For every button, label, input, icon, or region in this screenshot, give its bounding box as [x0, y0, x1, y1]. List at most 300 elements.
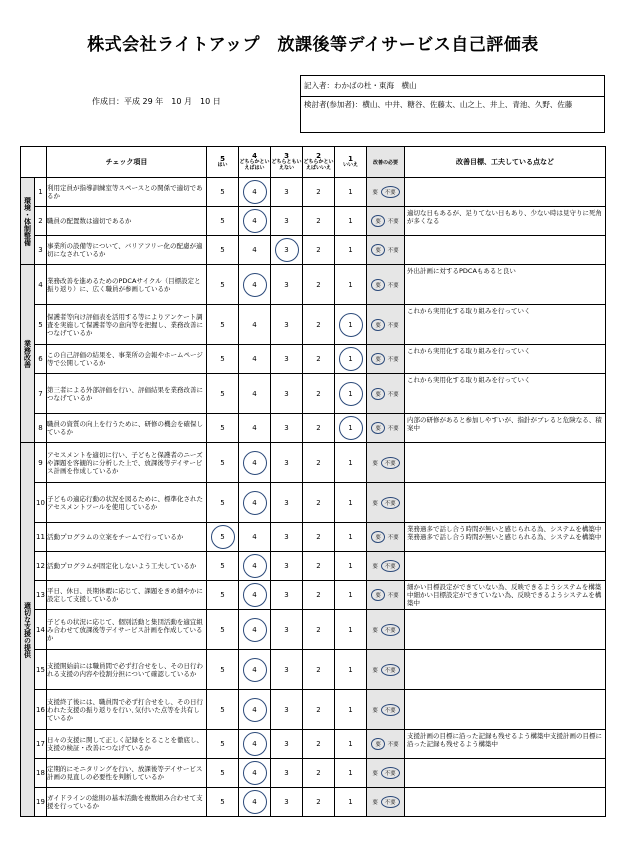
score-option: 4	[252, 320, 257, 329]
selected-score: 3	[275, 238, 299, 262]
score-cell[interactable]	[303, 265, 335, 305]
score-cell[interactable]	[271, 690, 303, 730]
check-item-text: 子どもの適応行動の状況を図るために、標準化されたアセスメントツールを使用しているか	[47, 483, 207, 523]
score-option: 2	[316, 533, 321, 541]
table-row	[21, 581, 606, 610]
table-row	[21, 690, 606, 730]
improvement-note: これから実用化する取り組みを行っていく	[405, 374, 606, 414]
table-row	[21, 414, 606, 443]
score-cell[interactable]	[335, 650, 367, 690]
score-cell[interactable]	[239, 265, 271, 305]
need-no-option: 不要	[387, 742, 399, 748]
improvement-need-cell[interactable]	[367, 788, 405, 817]
score-option: 1	[348, 188, 353, 196]
score-option: 3	[284, 424, 289, 432]
need-yes-option: 要	[371, 589, 385, 601]
score-cell[interactable]	[303, 610, 335, 650]
score-option: 2	[316, 740, 321, 748]
score-option: 3	[284, 562, 289, 570]
need-yes-option: 要	[371, 279, 385, 291]
score-option: 3	[284, 355, 289, 363]
score-option: 5	[220, 740, 225, 748]
author-info-box	[300, 75, 605, 133]
score-option: 1	[348, 498, 353, 507]
score-cell[interactable]	[335, 759, 367, 788]
score-option: 2	[316, 562, 321, 570]
score-cell[interactable]	[239, 788, 271, 817]
row-number: 12	[35, 552, 47, 581]
score-cell[interactable]	[335, 610, 367, 650]
improvement-need-cell[interactable]	[367, 305, 405, 345]
check-item-text: 活動プログラムの立案をチームで行っているか	[47, 523, 207, 552]
header-scale-3: 3 どちらともいえない	[271, 147, 303, 178]
need-yes-option: 要	[372, 627, 378, 634]
score-cell[interactable]	[335, 523, 367, 552]
improvement-note: 内部の研修があると参加しやすいが、指針がブレると危険なる、積案中	[405, 414, 606, 443]
improvement-note	[405, 552, 606, 581]
improvement-need-cell[interactable]	[367, 414, 405, 443]
row-number: 11	[35, 523, 47, 552]
score-cell[interactable]	[303, 443, 335, 483]
need-no-option: 不要	[381, 560, 400, 572]
improvement-note: 外出計画に対するPDCAもあると良い	[405, 265, 606, 305]
improvement-note	[405, 610, 606, 650]
selected-score: 4	[243, 790, 267, 814]
score-option: 5	[220, 769, 225, 777]
score-cell[interactable]	[271, 730, 303, 759]
score-cell[interactable]	[271, 610, 303, 650]
score-option: 5	[220, 705, 225, 714]
selected-score: 4	[243, 732, 267, 756]
score-option: 1	[348, 705, 353, 714]
check-item-text: 業務改善を進めるためのPDCAサイクル（目標設定と振り返り）に、広く職員が参画しているか	[47, 265, 207, 305]
score-cell[interactable]	[335, 374, 367, 414]
row-number: 8	[35, 414, 47, 443]
improvement-need-cell[interactable]	[367, 552, 405, 581]
selected-score: 4	[243, 583, 267, 607]
score-cell[interactable]	[303, 650, 335, 690]
score-option: 2	[316, 217, 321, 225]
score-cell[interactable]	[207, 610, 239, 650]
improvement-note	[405, 788, 606, 817]
need-no-option: 不要	[381, 624, 400, 636]
score-option: 1	[348, 798, 353, 806]
score-option: 1	[348, 246, 353, 254]
need-yes-option: 要	[371, 738, 385, 750]
table-row	[21, 788, 606, 817]
score-cell[interactable]	[271, 759, 303, 788]
improvement-note: これから実用化する取り組みを行っていく	[405, 345, 606, 374]
score-cell[interactable]	[271, 345, 303, 374]
score-cell[interactable]	[335, 730, 367, 759]
score-cell[interactable]	[303, 414, 335, 443]
score-cell[interactable]	[335, 305, 367, 345]
need-yes-option: 要	[372, 667, 378, 674]
header-scale-2: 2 どちらかといえばいいえ	[303, 147, 335, 178]
score-cell[interactable]	[303, 178, 335, 207]
score-cell[interactable]	[271, 552, 303, 581]
improvement-need-cell[interactable]	[367, 759, 405, 788]
selected-score: 4	[243, 554, 267, 578]
score-option: 1	[348, 562, 353, 570]
need-yes-option: 要	[372, 800, 378, 806]
score-option: 1	[348, 458, 353, 467]
table-row	[21, 552, 606, 581]
table-row	[21, 759, 606, 788]
need-yes-option: 要	[372, 500, 378, 507]
score-cell[interactable]	[303, 581, 335, 610]
score-cell[interactable]	[303, 483, 335, 523]
need-yes-option: 要	[372, 190, 378, 196]
score-cell[interactable]	[271, 236, 303, 265]
score-option: 4	[252, 389, 257, 398]
need-yes-option: 要	[372, 771, 378, 777]
improvement-note	[405, 236, 606, 265]
score-cell[interactable]	[335, 690, 367, 730]
selected-score: 4	[243, 491, 267, 515]
score-cell[interactable]	[271, 178, 303, 207]
need-no-option: 不要	[387, 282, 399, 289]
need-yes-option: 要	[371, 244, 385, 256]
need-yes-option: 要	[372, 707, 378, 714]
improvement-need-cell[interactable]	[367, 207, 405, 236]
score-cell[interactable]	[303, 207, 335, 236]
improvement-need-cell[interactable]	[367, 581, 405, 610]
score-option: 3	[284, 217, 289, 225]
improvement-need-cell[interactable]	[367, 610, 405, 650]
row-number: 6	[35, 345, 47, 374]
need-no-option: 不要	[387, 322, 399, 329]
score-cell[interactable]	[239, 730, 271, 759]
need-no-option: 不要	[381, 457, 400, 469]
score-cell[interactable]	[239, 443, 271, 483]
score-cell[interactable]	[335, 443, 367, 483]
score-cell[interactable]	[207, 581, 239, 610]
need-yes-option: 要	[372, 564, 378, 570]
header-scale-4: 4 どちらかといえばはい	[239, 147, 271, 178]
score-cell[interactable]	[207, 374, 239, 414]
score-cell[interactable]	[271, 265, 303, 305]
row-number: 9	[35, 443, 47, 483]
score-option: 2	[316, 280, 321, 289]
improvement-need-cell[interactable]	[367, 690, 405, 730]
check-item-text: 子どもの状況に応じて、個別活動と集団活動を適宜組み合わせて放課後等デイサービス計画を作成しているか	[47, 610, 207, 650]
score-cell[interactable]	[239, 610, 271, 650]
score-cell[interactable]	[303, 345, 335, 374]
score-option: 2	[316, 591, 321, 599]
selected-score: 5	[211, 525, 235, 549]
check-item-text: 活動プログラムが固定化しないよう工夫しているか	[47, 552, 207, 581]
improvement-note: 細かい目標設定ができていない為、反映できるようシステムを構築中細かい目標設定ができていない為、反映できるようシステムを構築中	[405, 581, 606, 610]
score-option: 2	[316, 355, 321, 363]
score-cell[interactable]	[239, 552, 271, 581]
score-option: 3	[284, 625, 289, 634]
score-option: 5	[220, 665, 225, 674]
score-option: 4	[252, 355, 257, 363]
score-cell[interactable]	[207, 207, 239, 236]
score-cell[interactable]	[207, 759, 239, 788]
score-option: 3	[284, 458, 289, 467]
score-option: 5	[220, 188, 225, 196]
need-no-option: 不要	[387, 535, 399, 541]
score-cell[interactable]	[335, 414, 367, 443]
score-cell[interactable]	[239, 690, 271, 730]
score-option: 3	[284, 498, 289, 507]
need-no-option: 不要	[381, 767, 400, 779]
score-cell[interactable]	[335, 207, 367, 236]
score-option: 2	[316, 798, 321, 806]
score-cell[interactable]	[239, 759, 271, 788]
need-yes-option: 要	[371, 215, 385, 227]
score-option: 2	[316, 246, 321, 254]
selected-score: 4	[243, 761, 267, 785]
row-number: 17	[35, 730, 47, 759]
score-cell[interactable]	[207, 650, 239, 690]
score-cell[interactable]	[207, 443, 239, 483]
score-cell[interactable]	[335, 345, 367, 374]
check-item-text: 定期的にモニタリングを行い、放課後等デイサービス計画の見直しの必要性を判断しているか	[47, 759, 207, 788]
score-cell[interactable]	[207, 730, 239, 759]
table-row	[21, 207, 606, 236]
selected-score: 1	[339, 416, 363, 440]
score-option: 1	[348, 280, 353, 289]
score-cell[interactable]	[207, 483, 239, 523]
need-no-option: 不要	[387, 426, 399, 432]
score-cell[interactable]	[207, 552, 239, 581]
score-cell[interactable]	[207, 265, 239, 305]
check-item-text: 第三者による外部評価を行い、評価結果を業務改善につなげているか	[47, 374, 207, 414]
score-cell[interactable]	[335, 788, 367, 817]
score-option: 2	[316, 389, 321, 398]
improvement-note	[405, 759, 606, 788]
selected-score: 1	[339, 347, 363, 371]
score-option: 1	[348, 533, 353, 541]
score-option: 2	[316, 625, 321, 634]
row-number: 14	[35, 610, 47, 650]
check-item-text: アセスメントを適切に行い、子どもと保護者のニーズや課題を客観的に分析した上で、放課後等デイサービス計画を作成しているか	[47, 443, 207, 483]
improvement-note	[405, 178, 606, 207]
need-yes-option: 要	[371, 422, 385, 434]
recorder-field: 記入者：わかばの杜・東海 横山	[301, 76, 604, 97]
score-cell[interactable]	[207, 788, 239, 817]
score-cell[interactable]	[335, 265, 367, 305]
improvement-need-cell[interactable]	[367, 265, 405, 305]
row-number: 15	[35, 650, 47, 690]
check-item-text: 日々の支援に関して正しく記録をとることを徹底し、支援の検証・改善につなげているか	[47, 730, 207, 759]
score-option: 2	[316, 320, 321, 329]
score-cell[interactable]	[335, 581, 367, 610]
score-option: 3	[284, 533, 289, 541]
score-option: 5	[220, 424, 225, 432]
score-cell[interactable]	[271, 443, 303, 483]
row-number: 18	[35, 759, 47, 788]
row-number: 7	[35, 374, 47, 414]
score-cell[interactable]	[239, 414, 271, 443]
score-cell[interactable]	[303, 236, 335, 265]
improvement-note	[405, 690, 606, 730]
score-option: 2	[316, 769, 321, 777]
score-option: 5	[220, 798, 225, 806]
score-cell[interactable]	[207, 345, 239, 374]
table-row	[21, 236, 606, 265]
score-cell[interactable]	[303, 374, 335, 414]
score-cell[interactable]	[303, 759, 335, 788]
row-number: 2	[35, 207, 47, 236]
score-option: 1	[348, 591, 353, 599]
table-row	[21, 523, 606, 552]
score-option: 2	[316, 665, 321, 674]
score-option: 3	[284, 320, 289, 329]
row-number: 13	[35, 581, 47, 610]
header-improvement-need: 改善の必要	[367, 147, 405, 178]
score-cell[interactable]	[271, 483, 303, 523]
score-option: 2	[316, 188, 321, 196]
selected-score: 4	[243, 698, 267, 722]
improvement-note	[405, 443, 606, 483]
score-cell[interactable]	[303, 730, 335, 759]
improvement-need-cell[interactable]	[367, 730, 405, 759]
score-cell[interactable]	[303, 552, 335, 581]
improvement-note	[405, 650, 606, 690]
table-row	[21, 730, 606, 759]
score-option: 5	[220, 625, 225, 634]
score-cell[interactable]	[271, 650, 303, 690]
score-cell[interactable]	[335, 552, 367, 581]
selected-score: 4	[243, 658, 267, 682]
score-cell[interactable]	[207, 178, 239, 207]
score-cell[interactable]	[239, 207, 271, 236]
score-cell[interactable]	[239, 178, 271, 207]
score-cell[interactable]	[335, 483, 367, 523]
table-row	[21, 265, 606, 305]
selected-score: 4	[243, 273, 267, 297]
check-item-text: 職員の資質の向上を行うために、研修の機会を確保しているか	[47, 414, 207, 443]
score-cell[interactable]	[271, 305, 303, 345]
score-cell[interactable]	[303, 788, 335, 817]
score-option: 5	[220, 498, 225, 507]
table-row	[21, 374, 606, 414]
table-row	[21, 610, 606, 650]
score-cell[interactable]	[239, 650, 271, 690]
evaluation-table	[20, 146, 606, 817]
table-row	[21, 483, 606, 523]
score-cell[interactable]	[239, 305, 271, 345]
score-cell[interactable]	[271, 374, 303, 414]
row-number: 4	[35, 265, 47, 305]
improvement-note	[405, 483, 606, 523]
header-scale-5: 5 はい	[207, 147, 239, 178]
score-option: 3	[284, 389, 289, 398]
score-option: 4	[252, 246, 257, 254]
score-option: 5	[220, 458, 225, 467]
score-option: 3	[284, 769, 289, 777]
score-cell[interactable]	[303, 523, 335, 552]
score-cell[interactable]	[207, 236, 239, 265]
check-item-text: 事業所の設備等について、バリアフリー化の配慮が適切になされているか	[47, 236, 207, 265]
header-improvement-goal: 改善目標、工夫している点など	[405, 147, 606, 178]
score-option: 2	[316, 424, 321, 432]
score-cell[interactable]	[335, 178, 367, 207]
score-cell[interactable]	[303, 305, 335, 345]
score-cell[interactable]	[303, 690, 335, 730]
check-item-text: ガイドラインの総則の基本活動を複数組み合わせて支援を行っているか	[47, 788, 207, 817]
header-scale-1: 1 いいえ	[335, 147, 367, 178]
score-cell[interactable]	[271, 523, 303, 552]
row-number: 19	[35, 788, 47, 817]
score-cell[interactable]	[271, 788, 303, 817]
improvement-note: これから実用化する取り組みを行っていく	[405, 305, 606, 345]
improvement-need-cell[interactable]	[367, 483, 405, 523]
need-no-option: 不要	[387, 248, 399, 254]
improvement-note: 適切な日もあるが、足りてない日もあり、少ない時は見守りに死角が多くなる	[405, 207, 606, 236]
row-number: 1	[35, 178, 47, 207]
score-cell[interactable]	[335, 236, 367, 265]
score-cell[interactable]	[207, 414, 239, 443]
score-cell[interactable]	[271, 581, 303, 610]
improvement-need-cell[interactable]	[367, 236, 405, 265]
improvement-note: 業務過多で話し合う時間が無いと感じられる為、システムを構築中業務過多で話し合う時間が無いと感じられる為、システムを構築中	[405, 523, 606, 552]
improvement-need-cell[interactable]	[367, 374, 405, 414]
need-no-option: 不要	[381, 796, 400, 808]
score-cell[interactable]	[239, 581, 271, 610]
row-number: 5	[35, 305, 47, 345]
score-cell[interactable]	[239, 523, 271, 552]
score-cell[interactable]	[271, 207, 303, 236]
score-cell[interactable]	[207, 690, 239, 730]
score-cell[interactable]	[271, 414, 303, 443]
score-cell[interactable]	[239, 236, 271, 265]
selected-score: 4	[243, 180, 267, 204]
selected-score: 1	[339, 382, 363, 406]
selected-score: 4	[243, 451, 267, 475]
section-label: 適切な支援の提供	[21, 443, 35, 817]
improvement-need-cell[interactable]	[367, 178, 405, 207]
score-option: 4	[252, 424, 257, 432]
score-cell[interactable]	[239, 483, 271, 523]
score-option: 3	[284, 188, 289, 196]
score-option: 2	[316, 458, 321, 467]
check-item-text: 支援開始前には職員間で必ず打合せをし、その日行われる支援の内容や役割分担について確認しているか	[47, 650, 207, 690]
selected-score: 4	[243, 209, 267, 233]
score-option: 5	[220, 217, 225, 225]
improvement-need-cell[interactable]	[367, 345, 405, 374]
score-cell[interactable]	[239, 374, 271, 414]
table-row	[21, 305, 606, 345]
improvement-need-cell[interactable]	[367, 443, 405, 483]
improvement-need-cell[interactable]	[367, 650, 405, 690]
score-option: 5	[220, 389, 225, 398]
need-no-option: 不要	[381, 497, 400, 509]
check-item-text: この自己評価の結果を、事業所の会報やホームページ等で公開しているか	[47, 345, 207, 374]
check-item-text: 平日、休日、長期休暇に応じて、課題をきめ細やかに設定して支援しているか	[47, 581, 207, 610]
score-option: 3	[284, 591, 289, 599]
row-number: 3	[35, 236, 47, 265]
table-row	[21, 345, 606, 374]
improvement-need-cell[interactable]	[367, 523, 405, 552]
need-no-option: 不要	[387, 357, 399, 363]
need-no-option: 不要	[387, 593, 399, 599]
score-option: 5	[220, 562, 225, 570]
selected-score: 4	[243, 618, 267, 642]
need-yes-option: 要	[371, 388, 385, 400]
score-cell[interactable]	[207, 305, 239, 345]
score-option: 5	[220, 591, 225, 599]
score-cell[interactable]	[239, 345, 271, 374]
need-yes-option: 要	[371, 319, 385, 331]
improvement-note: 支援計画の目標に沿った記録も残せるよう構築中支援計画の目標に沿った記録も残せるよう構築中	[405, 730, 606, 759]
score-cell[interactable]	[207, 523, 239, 552]
table-row	[21, 650, 606, 690]
